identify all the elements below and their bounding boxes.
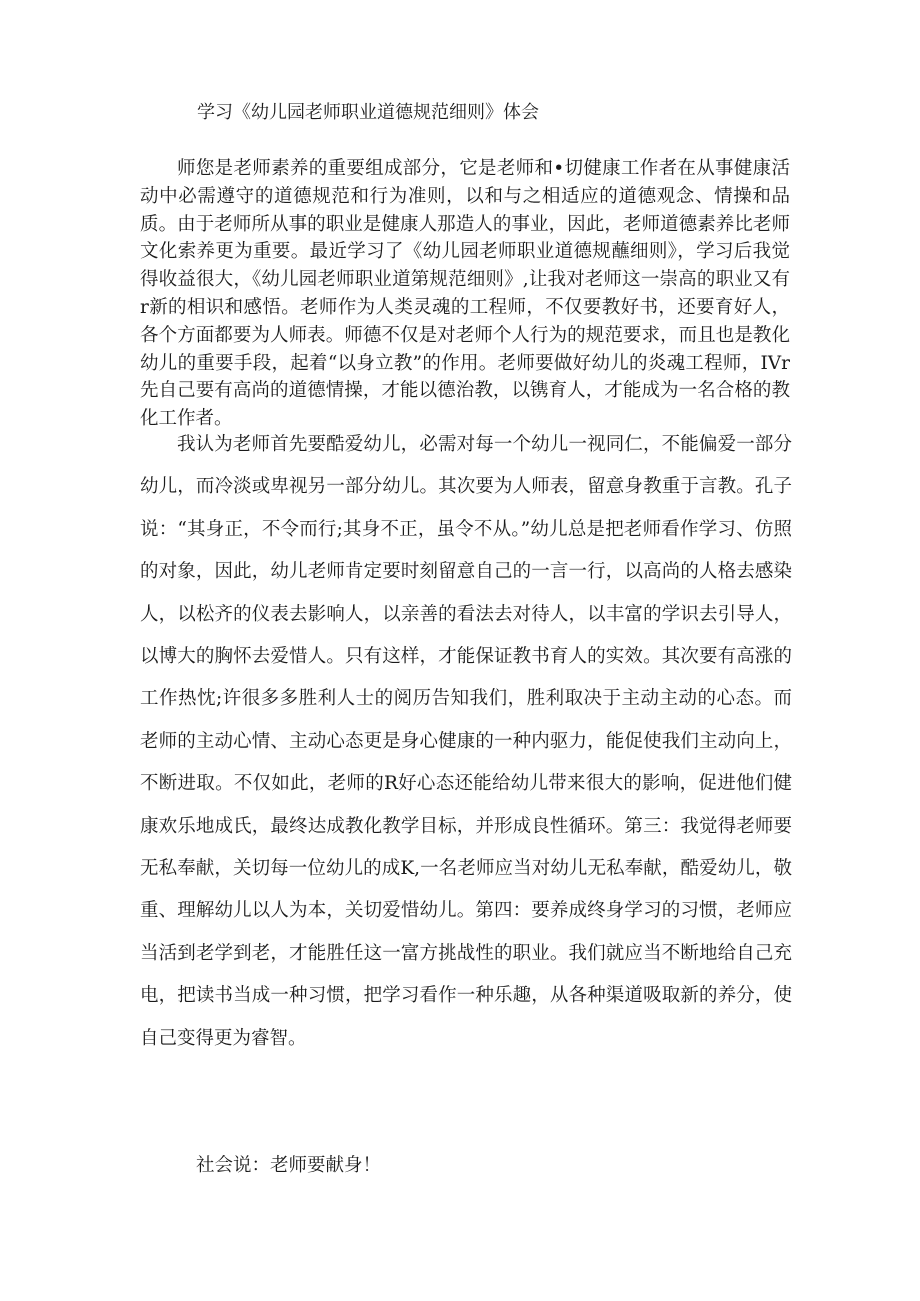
paragraph-intro: 师您是老师素养的重要组成部分，它是老师和•切健康工作者在从事健康活动中必需遵守的道德规范和行为准则，以和与之相适应的道德观念、情操和品质。由于老师所从事的职业是健康人那造人的事业，因此，老师道德素养比老师文化索养更为重要。最近学习了《幼儿园老师职业道德规蘸细则》，学习后我觉得收益很大，《幼儿园老师职业道第规范细则》,让我对老师这一崇高的职业又有r新的相识和感悟。老师作为人类灵魂的工程师，不仅要教好书，还要育好人，各个方面都要为人师表。师德不仅是对老师个人行为的规范要求，而且也是教化幼儿的重要手段，起着“以身立教”的作用。老师要做好幼儿的炎魂工程师，IVr先自己要有高尚的道德情操，才能以德治教，以镌育人，才能成为一名合格的教化工作者。 [140,158,790,430]
document-title: 学习《幼儿园老师职业道德规范细则》体会 [197,102,539,123]
paragraph-closing: 社会说：老师要献身！ [196,1155,382,1176]
paragraph-body: 我认为老师首先要酷爱幼儿，必需对每一个幼儿一视同仁，不能偏爱一部分幼儿，而冷淡或卑视另一部分幼儿。其次要为人师表，留意身教重于言教。孔子说：“其身正，不令而行;其身不正，虽令不从。”幼儿总是把老师看作学习、仿照的对象，因此，幼儿老师肯定要时刻留意自己的一言一行，以高尚的人格去感染人，以松齐的仪表去影响人，以亲善的看法去对待人，以丰富的学识去引导人，以博大的胸怀去爱惜人。只有这样，才能保证教书育人的实效。其次要有高涨的工作热忱;许很多多胜利人士的阅历告知我们，胜利取决于主动主动的心态。而老师的主动心情、主动心态更是身心健康的一种内驱力，能促使我们主动向上，不断进取。不仅如此，老师的R好心态还能给幼儿带来很大的影响，促进他们健康欢乐地成氏，最终达成教化教学目标，并形成良性循环。第三：我觉得老师要无私奉献，关切每一位幼儿的成K,一名老师应当对幼儿无私奉献，酷爱幼儿，敬重、理解幼儿以人为本，关切爱惜幼儿。第四：要养成终身学习的习惯，老师应当活到老学到老，才能胜任这一富方挑战性的职业。我们就应当不断地给自己充电，把读书当成一种习惯，把学习看作一种乐趣，从各种渠道吸取新的养分，使自己变得更为睿智。 [140,434,792,1049]
